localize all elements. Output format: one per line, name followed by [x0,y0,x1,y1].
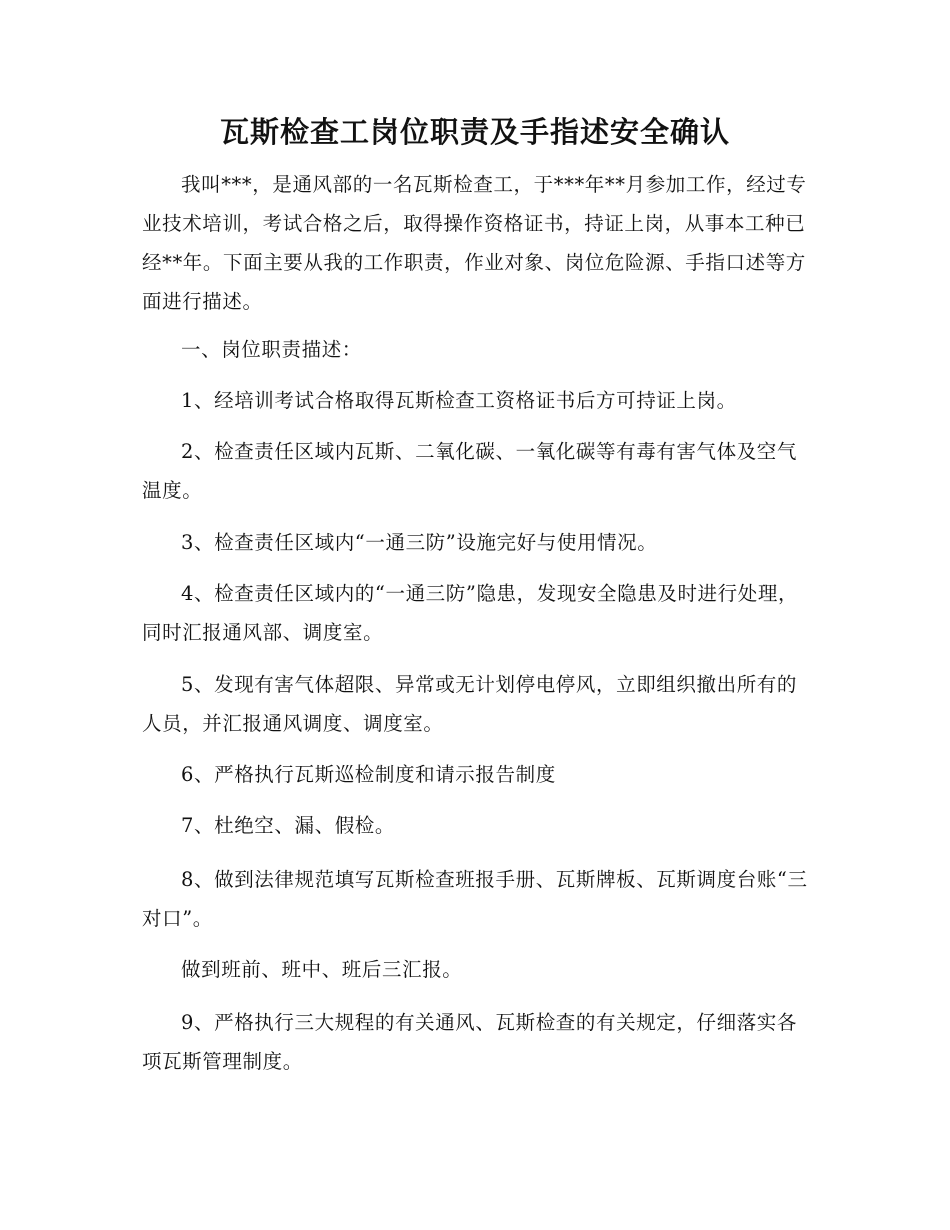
duty-item-2: 2、检查责任区域内瓦斯、二氧化碳、一氧化碳等有毒有害气体及空气温度。 [142,440,798,502]
duty-item-4: 4、检查责任区域内的“一通三防”隐患，发现安全隐患及时进行处理，同时汇报通风部、调度室。 [142,582,799,644]
duty-item-6: 6、严格执行瓦斯巡检制度和请示报告制度 [181,763,556,786]
duty-item-8-note: 做到班前、班中、班后三汇报。 [181,958,463,981]
duty-item-8: 8、做到法律规范填写瓦斯检查班报手册、瓦斯牌板、瓦斯调度台账“三对口”。 [142,868,808,930]
duty-item-5: 5、发现有害气体超限、异常或无计划停电停风，立即组织撤出所有的人员，并汇报通风调度、调度室。 [142,673,798,735]
intro-paragraph: 我叫***，是通风部的一名瓦斯检查工，于***年**月参加工作，经过专业技术培训，考试合格之后，取得操作资格证书，持证上岗，从事本工种已经**年。下面主要从我的工作职责，作业对象、岗位危险源、手指口述等方面进行描述。 [142,173,807,313]
section-heading-duties: 一、岗位职责描述： [181,338,362,361]
duty-item-9: 9、严格执行三大规程的有关通风、瓦斯检查的有关规定，仔细落实各项瓦斯管理制度。 [142,1011,798,1073]
document-title: 瓦斯检查工岗位职责及手指述安全确认 [219,115,730,149]
duty-item-1: 1、经培训考试合格取得瓦斯检查工资格证书后方可持证上岗。 [181,389,737,412]
duty-item-3: 3、检查责任区域内“一通三防”设施完好与使用情况。 [181,531,658,554]
duty-item-7: 7、杜绝空、漏、假检。 [181,814,396,837]
